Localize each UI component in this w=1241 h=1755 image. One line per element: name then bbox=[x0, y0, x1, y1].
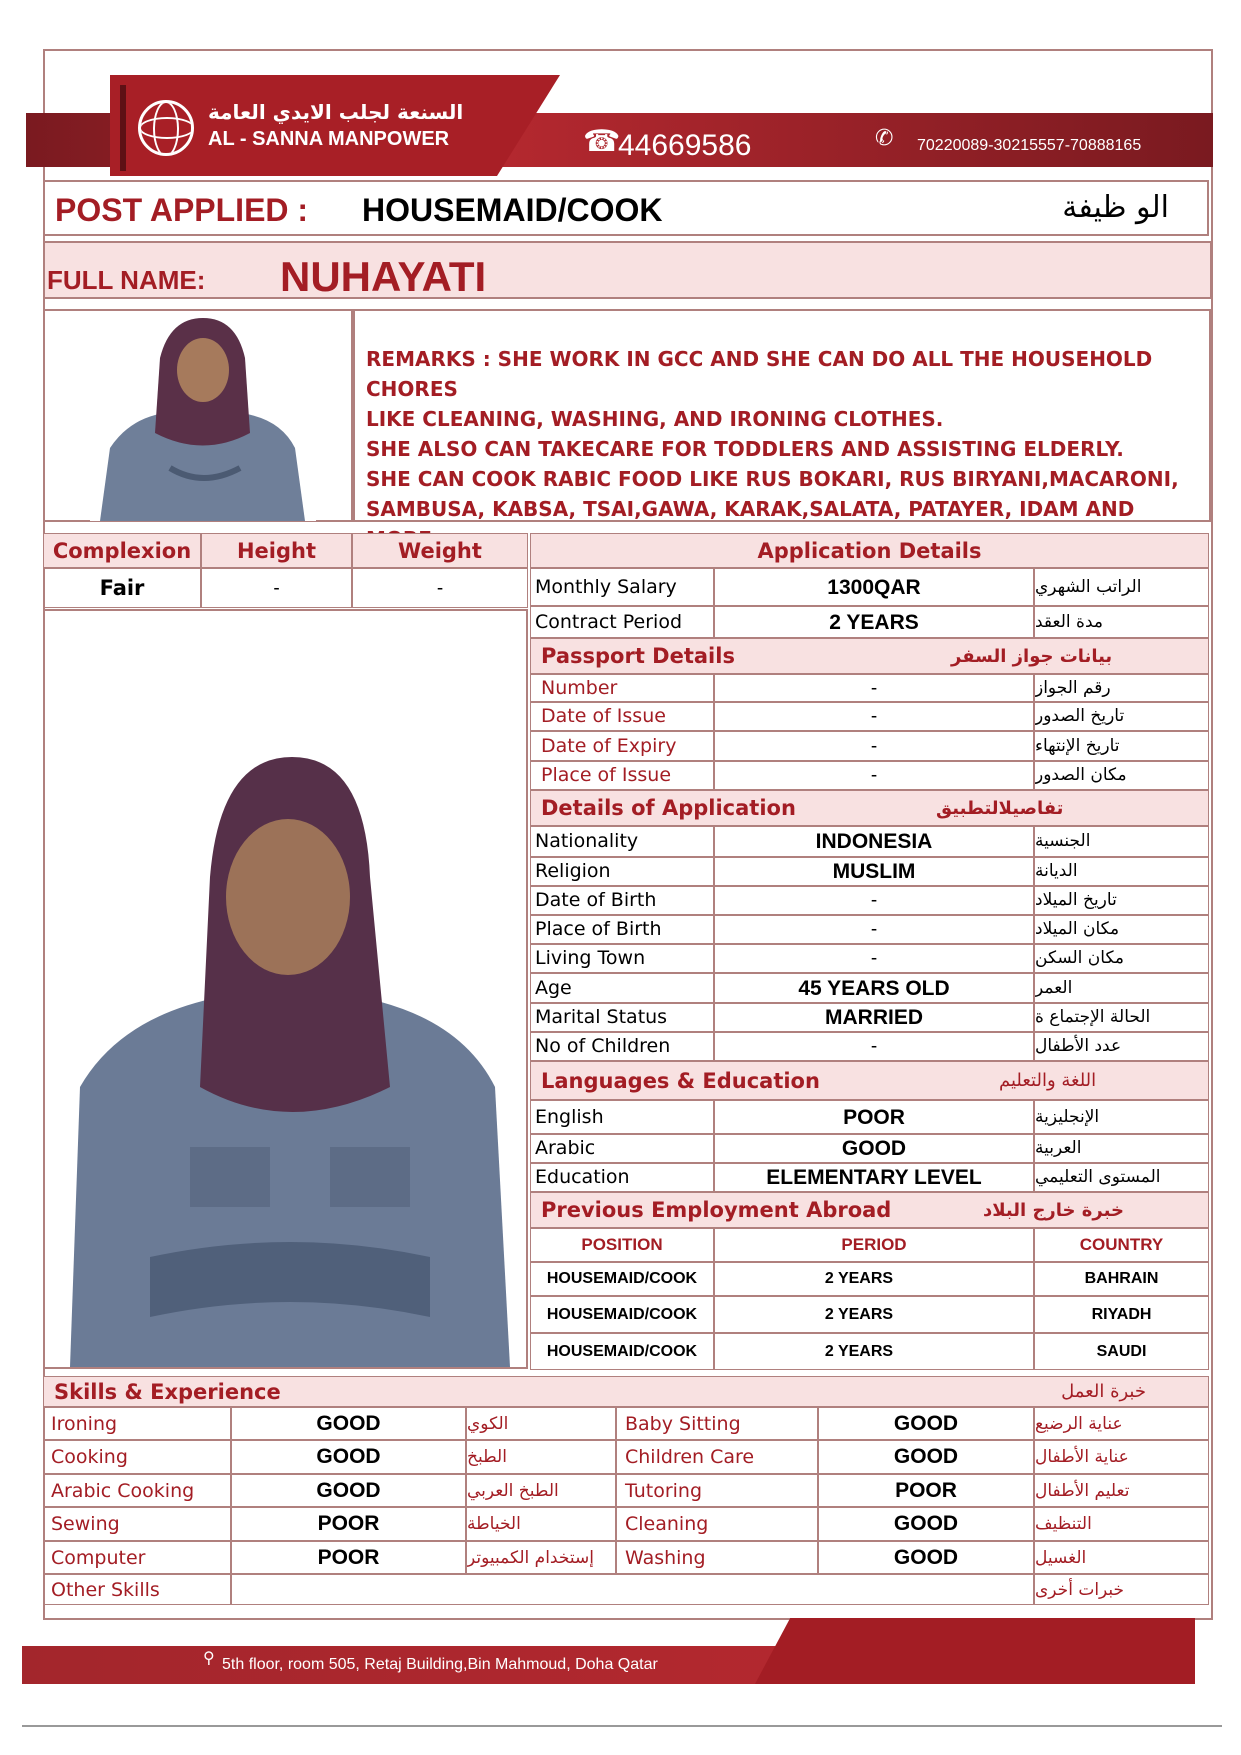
weight-header: Weight bbox=[352, 533, 528, 568]
monthly-salary-label-ar: الراتب الشهري bbox=[1034, 568, 1209, 606]
living-town-label-ar: مكان السكن bbox=[1034, 944, 1209, 973]
arabic-value: GOOD bbox=[714, 1134, 1034, 1163]
date-of-expiry-label-ar: تاريخ الإنتهاء bbox=[1034, 731, 1209, 761]
skill-label-ar: عناية الأطفال bbox=[1034, 1440, 1209, 1474]
languages-education-title: Languages & Education bbox=[541, 1068, 820, 1093]
living-town-value: - bbox=[714, 944, 1034, 973]
other-skills-label-ar: خبرات أخرى bbox=[1034, 1574, 1209, 1605]
globe-logo-icon bbox=[138, 100, 194, 156]
employment-country: BAHRAIN bbox=[1034, 1262, 1209, 1296]
remarks-line: SHE ALSO CAN TAKECARE FOR TODDLERS AND ASSISTING ELDERLY. bbox=[366, 437, 1124, 461]
no-of-children-value: - bbox=[714, 1032, 1034, 1061]
skill-label-ar: التنظيف bbox=[1034, 1507, 1209, 1541]
education-label: Education bbox=[530, 1163, 714, 1192]
employment-position: HOUSEMAID/COOK bbox=[530, 1296, 714, 1333]
skill-label: Washing bbox=[616, 1541, 818, 1574]
employment-country: SAUDI bbox=[1034, 1333, 1209, 1370]
details-of-application-title: Details of Application bbox=[541, 796, 796, 820]
age-label-ar: العمر bbox=[1034, 973, 1209, 1003]
skill-label: Baby Sitting bbox=[616, 1407, 818, 1440]
skills-experience-header bbox=[43, 1376, 1209, 1407]
skill-level: GOOD bbox=[818, 1507, 1034, 1541]
passport-number-label: Number bbox=[530, 674, 714, 702]
employment-period: 2 YEARS bbox=[714, 1296, 1034, 1333]
skill-label: Cooking bbox=[43, 1440, 231, 1474]
remarks-line: LIKE CLEANING, WASHING, AND IRONING CLOTHES. bbox=[366, 407, 944, 431]
employment-period-header: PERIOD bbox=[714, 1228, 1034, 1262]
skill-level: GOOD bbox=[231, 1474, 466, 1507]
employment-position: HOUSEMAID/COOK bbox=[530, 1262, 714, 1296]
skill-label-ar: عناية الرضيع bbox=[1034, 1407, 1209, 1440]
skill-label: Cleaning bbox=[616, 1507, 818, 1541]
complexion-value: Fair bbox=[43, 568, 201, 608]
skill-label: Sewing bbox=[43, 1507, 231, 1541]
age-label: Age bbox=[530, 973, 714, 1003]
details-of-application-title-ar: تفاصيلالتطبيق bbox=[936, 797, 1064, 819]
applicant-photo-small bbox=[90, 318, 316, 521]
contract-period-label: Contract Period bbox=[530, 606, 714, 638]
skills-experience-title: Skills & Experience bbox=[54, 1379, 281, 1404]
passport-number-label-ar: رقم الجواز bbox=[1034, 674, 1209, 702]
other-skills-value bbox=[231, 1574, 1034, 1605]
employment-period: 2 YEARS bbox=[714, 1262, 1034, 1296]
skill-label: Ironing bbox=[43, 1407, 231, 1440]
employment-position-header: POSITION bbox=[530, 1228, 714, 1262]
passport-number-value: - bbox=[714, 674, 1034, 702]
place-of-issue-label-ar: مكان الصدور bbox=[1034, 761, 1209, 790]
skill-label: Children Care bbox=[616, 1440, 818, 1474]
marital-status-label-ar: الحالة الإجتماع ة bbox=[1034, 1003, 1209, 1032]
full-name-bar bbox=[43, 241, 1212, 299]
height-header: Height bbox=[201, 533, 352, 568]
place-of-birth-value: - bbox=[714, 915, 1034, 944]
skill-label: Computer bbox=[43, 1541, 231, 1574]
passport-details-title: Passport Details bbox=[541, 644, 735, 668]
post-applied-value: HOUSEMAID/COOK bbox=[362, 192, 663, 228]
languages-education-header bbox=[530, 1061, 1209, 1100]
remarks-line: REMARKS : SHE WORK IN GCC AND SHE CAN DO ALL THE HOUSEHOLD CHORES bbox=[366, 347, 1153, 401]
details-of-application-header bbox=[530, 790, 1209, 826]
nationality-value: INDONESIA bbox=[714, 826, 1034, 857]
location-pin-icon: ⚲ bbox=[203, 1648, 215, 1667]
application-details-header: Application Details bbox=[530, 533, 1209, 568]
arabic-label: Arabic bbox=[530, 1134, 714, 1163]
age-value: 45 YEARS OLD bbox=[714, 973, 1034, 1003]
contract-period-value: 2 YEARS bbox=[714, 606, 1034, 638]
arabic-label-ar: العربية bbox=[1034, 1134, 1209, 1163]
previous-employment-title-ar: خبرة خارج البلاد bbox=[983, 1199, 1124, 1221]
skill-label-ar: الكوي bbox=[466, 1407, 616, 1440]
date-of-issue-label-ar: تاريخ الصدور bbox=[1034, 702, 1209, 731]
english-label-ar: الإنجليزية bbox=[1034, 1100, 1209, 1134]
marital-status-value: MARRIED bbox=[714, 1003, 1034, 1032]
skill-label-ar: تعليم الأطفال bbox=[1034, 1474, 1209, 1507]
post-applied-label: POST APPLIED : bbox=[55, 192, 309, 228]
skill-level: GOOD bbox=[231, 1407, 466, 1440]
skill-label: Arabic Cooking bbox=[43, 1474, 231, 1507]
date-of-birth-value: - bbox=[714, 886, 1034, 915]
passport-details-header bbox=[530, 638, 1209, 674]
religion-value: MUSLIM bbox=[714, 857, 1034, 886]
date-of-birth-label: Date of Birth bbox=[530, 886, 714, 915]
monthly-salary-value: 1300QAR bbox=[714, 568, 1034, 606]
nationality-label-ar: الجنسية bbox=[1034, 826, 1209, 857]
languages-education-title-ar: اللغة والتعليم bbox=[999, 1070, 1097, 1091]
employment-country: RIYADH bbox=[1034, 1296, 1209, 1333]
date-of-birth-label-ar: تاريخ الميلاد bbox=[1034, 886, 1209, 915]
skill-level: POOR bbox=[818, 1474, 1034, 1507]
full-name-label: FULL NAME: bbox=[47, 265, 206, 295]
religion-label-ar: الديانة bbox=[1034, 857, 1209, 886]
phone-number: 44669586 bbox=[618, 129, 752, 162]
other-skills-label: Other Skills bbox=[43, 1574, 231, 1605]
phone-icon: ☎ bbox=[583, 124, 621, 159]
footer-accent bbox=[755, 1618, 1195, 1684]
post-applied-label-ar: الو ظيفة bbox=[1062, 190, 1169, 225]
skills-experience-title-ar: خبرة العمل bbox=[1061, 1381, 1146, 1402]
previous-employment-title: Previous Employment Abroad bbox=[541, 1198, 892, 1222]
place-of-birth-label-ar: مكان الميلاد bbox=[1034, 915, 1209, 944]
previous-employment-header bbox=[530, 1192, 1209, 1228]
english-label: English bbox=[530, 1100, 714, 1134]
applicant-photo-large bbox=[70, 757, 510, 1367]
mobile-numbers: 70220089-30215557-70888165 bbox=[917, 137, 1142, 154]
employment-period: 2 YEARS bbox=[714, 1333, 1034, 1370]
no-of-children-label-ar: عدد الأطفال bbox=[1034, 1032, 1209, 1061]
skill-label-ar: الخياطة bbox=[466, 1507, 616, 1541]
employment-position: HOUSEMAID/COOK bbox=[530, 1333, 714, 1370]
weight-value: - bbox=[352, 568, 528, 608]
skill-level: GOOD bbox=[818, 1440, 1034, 1474]
monthly-salary-label: Monthly Salary bbox=[530, 568, 714, 606]
skill-label-ar: الغسيل bbox=[1034, 1541, 1209, 1574]
place-of-birth-label: Place of Birth bbox=[530, 915, 714, 944]
english-value: POOR bbox=[714, 1100, 1034, 1134]
skill-label-ar: إستخدام الكمبيوتر bbox=[466, 1541, 616, 1574]
education-value: ELEMENTARY LEVEL bbox=[714, 1163, 1034, 1192]
remarks-line: SAMBUSA, KABSA, TSAI,GAWA, KARAK,SALATA, PATAYER, IDAM AND bbox=[366, 497, 1135, 521]
nationality-label: Nationality bbox=[530, 826, 714, 857]
header-accent bbox=[120, 85, 126, 171]
date-of-issue-value: - bbox=[714, 702, 1034, 731]
no-of-children-label: No of Children bbox=[530, 1032, 714, 1061]
remarks-text bbox=[366, 344, 1196, 554]
height-value: - bbox=[201, 568, 352, 608]
remarks-line: SHE CAN COOK RABIC FOOD LIKE RUS BOKARI, RUS BIRYANI,MACARONI, bbox=[366, 467, 1179, 491]
skill-label: Tutoring bbox=[616, 1474, 818, 1507]
place-of-issue-value: - bbox=[714, 761, 1034, 790]
marital-status-label: Marital Status bbox=[530, 1003, 714, 1032]
date-of-expiry-value: - bbox=[714, 731, 1034, 761]
employment-country-header: COUNTRY bbox=[1034, 1228, 1209, 1262]
footer-address: 5th floor, room 505, Retaj Building,Bin Mahmoud, Doha Qatar bbox=[222, 1656, 658, 1673]
company-name-en: AL - SANNA MANPOWER bbox=[208, 128, 450, 150]
bottom-divider bbox=[22, 1725, 1222, 1727]
contract-period-label-ar: مدة العقد bbox=[1034, 606, 1209, 638]
living-town-label: Living Town bbox=[530, 944, 714, 973]
skill-label-ar: الطبخ العربي bbox=[466, 1474, 616, 1507]
full-name-value: NUHAYATI bbox=[280, 253, 487, 300]
skill-level: GOOD bbox=[231, 1440, 466, 1474]
place-of-issue-label: Place of Issue bbox=[530, 761, 714, 790]
religion-label: Religion bbox=[530, 857, 714, 886]
date-of-issue-label: Date of Issue bbox=[530, 702, 714, 731]
skill-level: GOOD bbox=[818, 1541, 1034, 1574]
skill-level: POOR bbox=[231, 1507, 466, 1541]
passport-details-title-ar: بيانات جواز السفر bbox=[951, 645, 1113, 667]
date-of-expiry-label: Date of Expiry bbox=[530, 731, 714, 761]
company-name-ar: السنعة لجلب الايدي العامة bbox=[208, 100, 464, 124]
skill-label-ar: الطبخ bbox=[466, 1440, 616, 1474]
skill-level: POOR bbox=[231, 1541, 466, 1574]
education-label-ar: المستوى التعليمي bbox=[1034, 1163, 1209, 1192]
skill-level: GOOD bbox=[818, 1407, 1034, 1440]
complexion-header: Complexion bbox=[43, 533, 201, 568]
mobile-phone-icon: ✆ bbox=[875, 126, 894, 151]
